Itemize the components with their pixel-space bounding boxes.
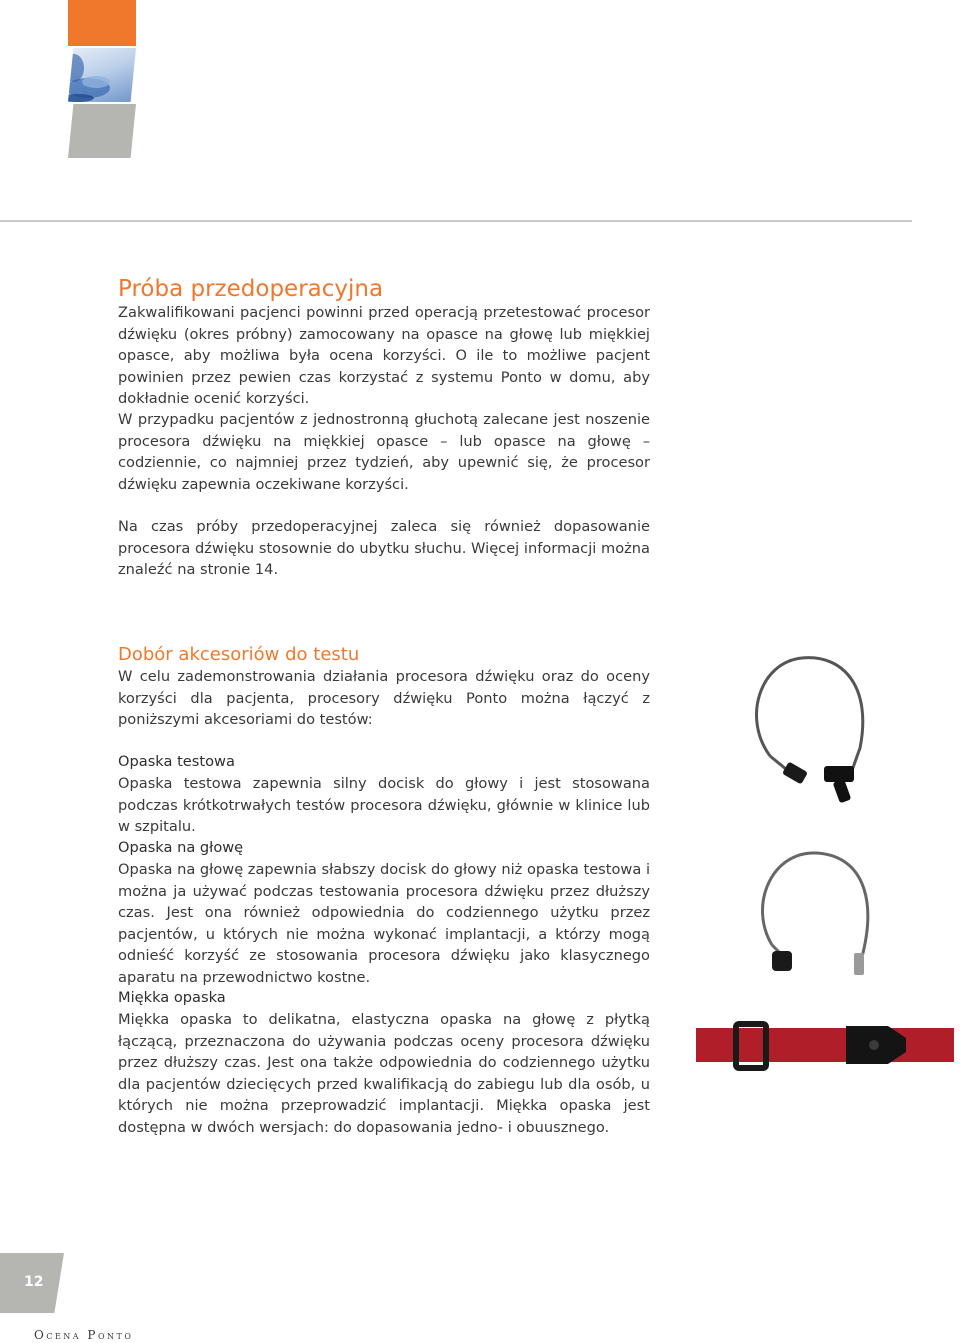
header-divider: [0, 220, 912, 222]
section-title-accessories: Dobór akcesoriów do testu: [118, 644, 360, 665]
subheading-test-band: Opaska testowa: [118, 753, 235, 770]
headband-image: [750, 845, 890, 985]
decorative-grey-tab: [68, 104, 136, 158]
test-band-image: [740, 648, 880, 808]
paragraph-accessories-intro: W celu zademonstrowania działania procesora dźwięku oraz do oceny korzyści dla pacjenta, procesory dźwięku Ponto można łączyć z poniższymi akcesoriami do testów:: [118, 668, 650, 728]
subheading-headband: Opaska na głowę: [118, 839, 244, 856]
decorative-lens-image: [68, 48, 136, 102]
footer-title: Ocena Ponto: [34, 1328, 134, 1342]
section-title-preoperative-trial: Próba przedoperacyjna: [118, 276, 384, 302]
paragraph-headband: Opaska na głowę zapewnia słabszy docisk do głowy niż opaska testowa i można ja używać podczas testowania procesora dźwięku przez dłuższy czas. Jest ona również odpowiednia do codziennego użytku przez pacjentów, u których nie można wykonać implantacji, a którzy mogą odnieść korzyść ze stosowania procesora dźwięku jako klasycznego aparatu na przewodnictwo kostne.: [118, 861, 650, 986]
softband-image: [696, 1020, 954, 1072]
paragraph-test-band: Opaska testowa zapewnia silny docisk do głowy i jest stosowana podczas krótkotrwałych testów procesora dźwięku, głównie w klinice lub w szpitalu.: [118, 775, 650, 835]
paragraph-trial-intro: Zakwalifikowani pacjenci powinni przed operacją przetestować procesor dźwięku (okres próbny) zamocowany na opasce na głowę lub miękkiej opasce, aby możliwa była ocena korzyści. O ile to możliwe pacjent powinien przez pewien czas korzystać z systemu Ponto w domu, aby dokładnie ocenić korzyści.: [118, 304, 650, 407]
page-number: 12: [24, 1274, 44, 1290]
subheading-softband: Miękka opaska: [118, 989, 226, 1006]
paragraph-fitting: Na czas próby przedoperacyjnej zaleca się również dopasowanie procesora dźwięku stosownie do ubytku słuchu. Więcej informacji można znaleźć na stronie 14.: [118, 518, 650, 578]
decorative-orange-tab: [68, 0, 136, 46]
paragraph-softband: Miękka opaska to delikatna, elastyczna opaska na głowę z płytką łączącą, przeznaczona do używania podczas oceny procesora dźwięku przez dłuższy czas. Jest ona także odpowiednia do codziennego użytku dla pacjentów dziecięcych przed kwalifikacją do zabiegu lub dla osób, u których nie można przeprowadzić implantacji. Miękka opaska jest dostępna w dwóch wersjach: do dopasowania jedno- i obuusznego.: [118, 1011, 650, 1136]
paragraph-single-sided-deafness: W przypadku pacjentów z jednostronną głuchotą zalecane jest noszenie procesora dźwięku na miękkiej opasce – lub opasce na głowę – codziennie, co najmniej przez tydzień, aby upewnić się, że procesor dźwięku zapewnia oczekiwane korzyści.: [118, 411, 650, 493]
